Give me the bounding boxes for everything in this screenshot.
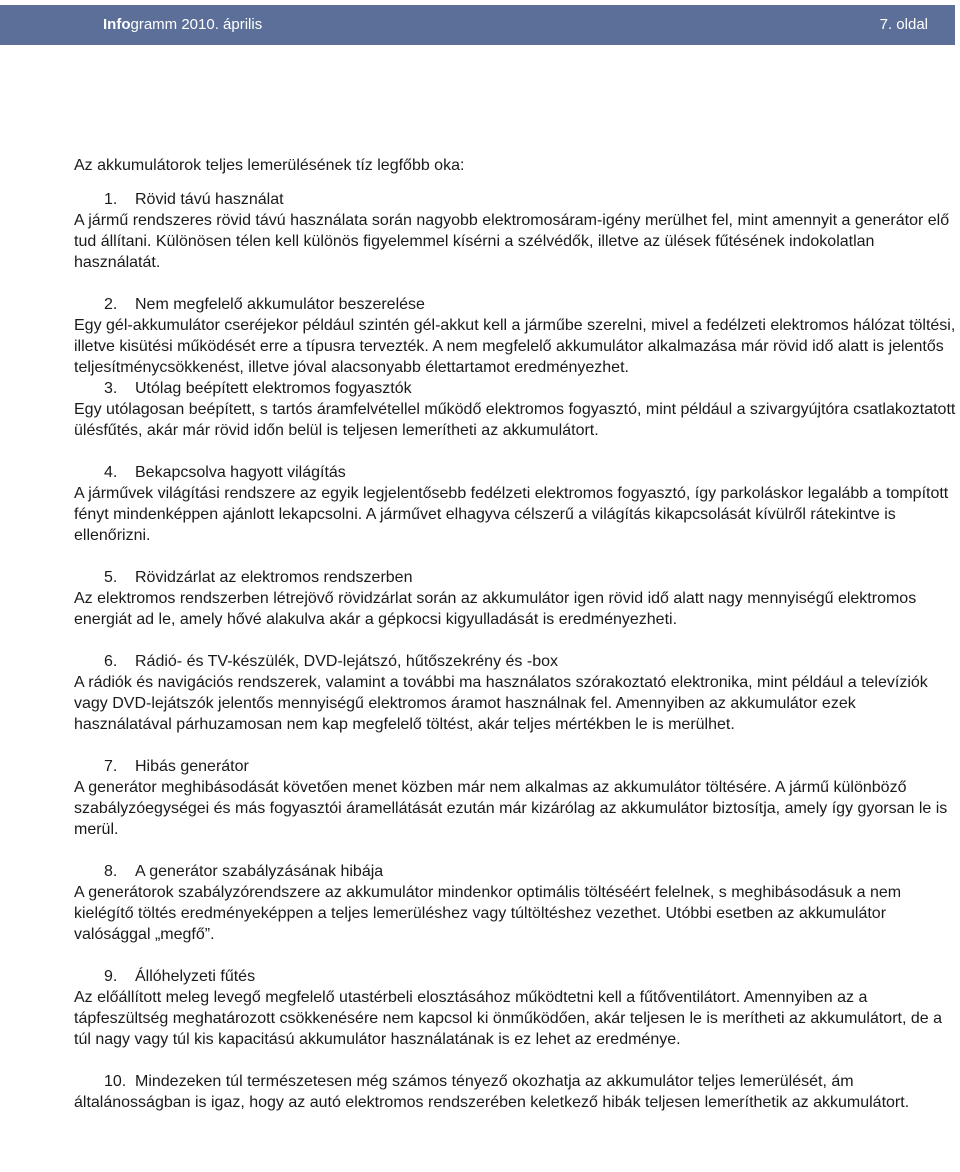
header-brand-bold: Info bbox=[103, 16, 131, 33]
item-title: Rövid távú használat bbox=[135, 191, 284, 208]
item-body: Az előállított meleg levegő megfelelő utastérbeli elosztásához működtetni kell a fűtőventilátort. Amennyiben az a tápfeszültség meghatározott csökkenésére nem kapcsol ki önműködően, akár teljesen le is merítheti az akkumulátort, de a túl nagy vagy túl kis kapacitású akkumulátor használatának is ez lehet az eredménye. bbox=[74, 989, 943, 1048]
item-title: A generátor szabályzásának hibája bbox=[135, 863, 384, 880]
header-publication bbox=[103, 16, 262, 33]
item-title: Utólag beépített elektromos fogyasztók bbox=[135, 380, 412, 397]
item-title: Bekapcsolva hagyott világítás bbox=[135, 464, 346, 481]
item-title: Rövidzárlat az elektromos rendszerben bbox=[135, 569, 413, 586]
item-number: 3. bbox=[104, 380, 118, 397]
list-item bbox=[74, 966, 956, 1050]
item-number: 2. bbox=[104, 296, 118, 313]
item-heading bbox=[74, 756, 956, 777]
item-body: Az elektromos rendszerben létrejövő rövidzárlat során az akkumulátor igen rövid idő alatt nagy mennyiségű elektromos energiát ad le, amely hővé alakulva akár a gépkocsi kigyulladását is eredményezheti. bbox=[74, 590, 917, 628]
item-number: 4. bbox=[104, 464, 118, 481]
item-body: A járművek világítási rendszere az egyik legjelentősebb fedélzeti elektromos fogyasztó, így parkoláskor legalább a tompított fényt mindenképpen ajánlott lekapcsolni. A járművet elhagyva célszerű a világítás kikapcsolását kívülről rátekintve is ellenőrizni. bbox=[74, 485, 949, 544]
list-item bbox=[74, 861, 956, 945]
item-body: A generátorok szabályzórendszere az akkumulátor mindenkor optimális töltéséért felelnek, s meghibásodásuk a nem kielégítő töltés eredményeképpen a teljes lemerüléshez vagy túltöltéshez vezethet. Utóbbi esetben az akkumulátor valósággal „megfő”. bbox=[74, 884, 902, 943]
item-number: 7. bbox=[104, 758, 118, 775]
item-heading bbox=[74, 189, 956, 210]
item-title: Mindezeken túl természetesen még számos tényező okozhatja az akkumulátor teljes lemerülését, ám általánosságban is igaz, hogy az autó elektromos rendszerében keletkező hibák teljesen lemeríthetik az akkumulátort. bbox=[74, 1073, 910, 1111]
list-item bbox=[74, 294, 956, 378]
item-heading bbox=[74, 294, 956, 315]
item-body: A jármű rendszeres rövid távú használata során nagyobb elektromosáram-igény merülhet fel, mint amennyit a generátor elő tud állítani. Különösen télen kell különös figyelemmel kísérni a szélvédők, illetve az ülések fűtésének indokolatlan használatát. bbox=[74, 212, 950, 271]
item-heading bbox=[74, 378, 956, 399]
item-heading bbox=[74, 1073, 909, 1111]
item-body: Egy utólagosan beépített, s tartós áramfelvétellel működő elektromos fogyasztó, mint például a szivargyújtóra csatlakoztatott ülésfűtés, akár már rövid időn belül is teljesen lemerítheti az akkumulátort. bbox=[74, 401, 956, 439]
item-number: 9. bbox=[104, 968, 118, 985]
item-body: A rádiók és navigációs rendszerek, valamint a további ma használatos szórakoztató elektronika, mint például a televíziók vagy DVD-lejátszók jelentős mennyiségű elektromos áramot használnak fel. Amennyiben az akkumulátor ezek használatával párhuzamosan nem kap megfelelő töltést, akár teljes mértékben le is merülhet. bbox=[74, 674, 928, 733]
item-number: 5. bbox=[104, 569, 118, 586]
list-item bbox=[74, 567, 956, 630]
item-title: Rádió- és TV-készülék, DVD-lejátszó, hűtőszekrény és -box bbox=[135, 653, 558, 670]
item-number: 6. bbox=[104, 653, 118, 670]
list-item bbox=[74, 1071, 956, 1113]
item-body: A generátor meghibásodását követően menet közben már nem alkalmas az akkumulátor töltésére. A jármű különböző szabályzóegységei és más fogyasztói áramellátását ezután már kizárólag az akkumulátor biztosítja, amely így gyorsan le is merül. bbox=[74, 779, 948, 838]
item-heading bbox=[74, 966, 956, 987]
item-number: 1. bbox=[104, 191, 118, 208]
item-number: 8. bbox=[104, 863, 118, 880]
list-item bbox=[74, 756, 956, 840]
page-header bbox=[0, 5, 955, 45]
item-body: Egy gél-akkumulátor cseréjekor például szintén gél-akkut kell a járműbe szerelni, mivel a fedélzeti elektromos hálózat töltési, illetve kisütési működését erre a típusra tervezték. A nem megfelelő akkumulátor alkalmazása már rövid idő alatt is jelentős teljesítménycsökkenést, illetve jóval alacsonyabb élettartamot eredményezhet. bbox=[74, 317, 956, 376]
item-heading bbox=[74, 462, 956, 483]
list-item bbox=[74, 378, 956, 441]
item-heading bbox=[74, 861, 956, 882]
item-heading bbox=[74, 651, 956, 672]
item-title: Állóhelyzeti fűtés bbox=[135, 968, 256, 985]
item-title: Hibás generátor bbox=[135, 758, 249, 775]
item-number: 10. bbox=[104, 1073, 127, 1090]
intro-text: Az akkumulátorok teljes lemerülésének tíz legfőbb oka: bbox=[74, 157, 465, 174]
item-heading bbox=[74, 567, 956, 588]
header-page-number: 7. oldal bbox=[879, 16, 928, 33]
item-title: Nem megfelelő akkumulátor beszerelése bbox=[135, 296, 425, 313]
header-brand-rest: gramm 2010. április bbox=[130, 16, 263, 33]
article-body bbox=[74, 155, 956, 1134]
list-item bbox=[74, 462, 956, 546]
list-item bbox=[74, 189, 956, 273]
list-item bbox=[74, 651, 956, 735]
